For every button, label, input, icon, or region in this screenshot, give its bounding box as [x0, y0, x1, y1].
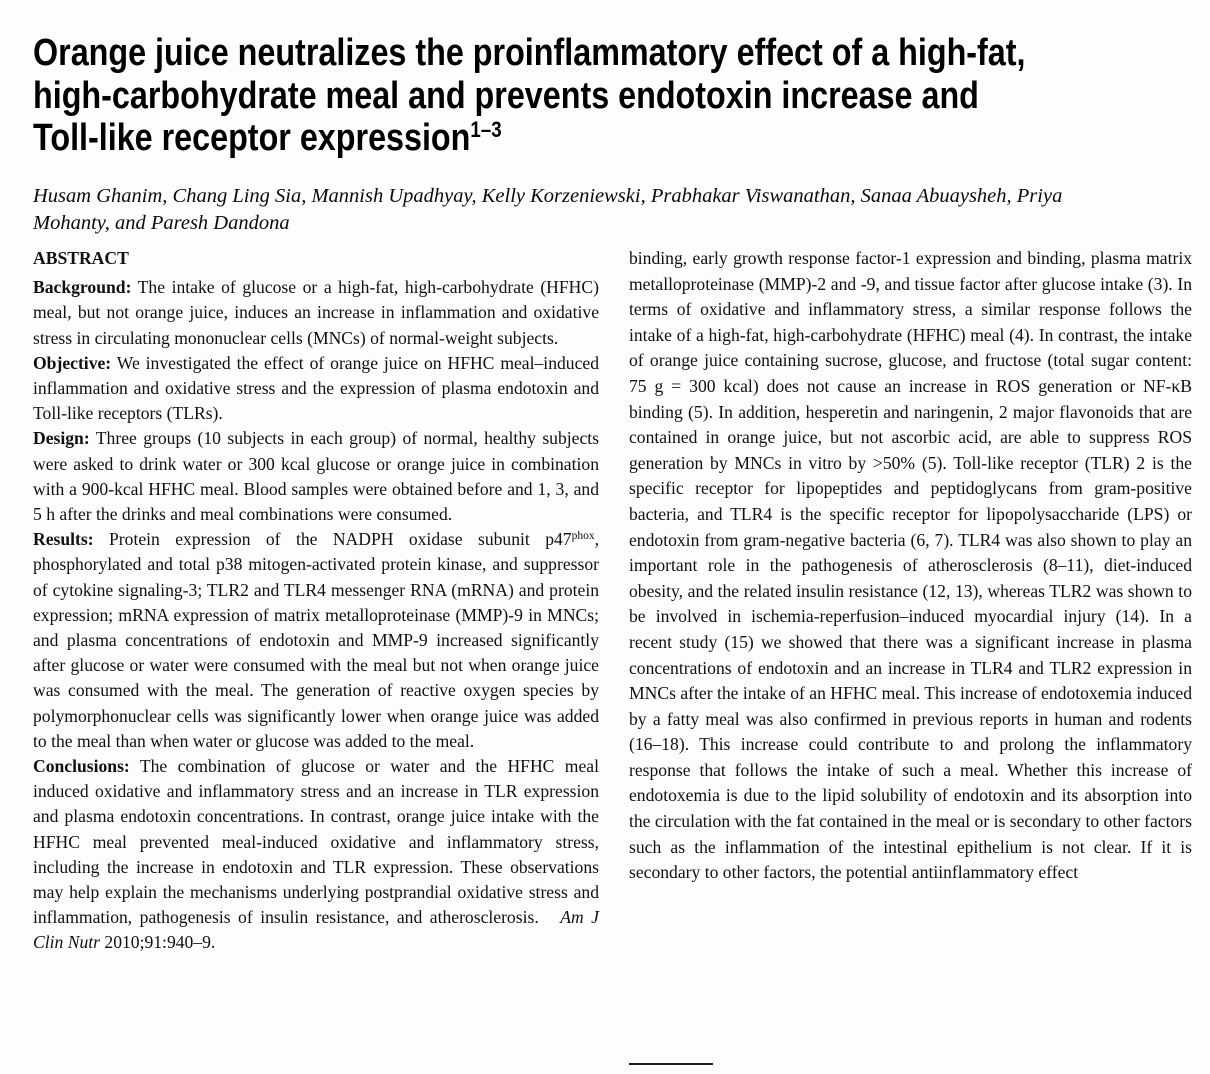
- abstract-citation-reference: 2010;91:940–9.: [104, 932, 216, 953]
- intro-column: [629, 246, 1192, 886]
- abstract-text-conclusions: The combination of glucose or water and the HFHC meal induced oxidative and inflammatory stress and an increase in TLR expression and plasma endotoxin concentrations. In contrast, orange juice intake with the HFHC meal prevented meal-induced oxidative and inflammatory stress, including the increase in endotoxin and TLR expression. These observations may help explain the mechanisms underlying postprandial oxidative stress and inflammation, pathogenesis of insulin resistance, and atherosclerosis.: [33, 756, 599, 928]
- title-line-1: Orange juice neutralizes the proinflammatory effect of a high-fat,: [33, 32, 1026, 75]
- abstract-heading: ABSTRACT: [33, 248, 129, 268]
- abstract-section-conclusions: [33, 754, 599, 956]
- abstract-text-results-pre: Protein expression of the NADPH oxidase subunit p47: [109, 529, 572, 550]
- abstract-citation-journal: Am J Clin Nutr: [33, 907, 599, 953]
- footnote-separator-rule: [629, 1063, 713, 1065]
- title-line-2: high-carbohydrate meal and prevents endotoxin increase and: [33, 74, 979, 117]
- abstract-text-results-post: , phosphorylated and total p38 mitogen-activated protein kinase, and suppressor of cytokine signaling-3; TLR2 and TLR4 messenger RNA (mRNA) and protein expression; mRNA expression of matrix metalloproteinase (MMP)-9 in MNCs; and plasma concentrations of endotoxin and MMP-9 increased significantly after glucose or water were consumed with the meal but not when orange juice was consumed with the meal. The generation of reactive oxygen species by polymorphonuclear cells was significantly lower when orange juice was added to the meal than when water or glucose was added to the meal.: [33, 529, 599, 751]
- abstract-label-conclusions: Conclusions:: [33, 756, 130, 777]
- abstract-text-objective: We investigated the effect of orange juice on HFHC meal–induced inflammation and oxidative stress and the expression of plasma endotoxin and Toll-like receptors (TLRs).: [33, 352, 599, 424]
- abstract-label-background: Background:: [33, 277, 132, 298]
- paper-authors: Husam Ghanim, Chang Ling Sia, Mannish Upadhyay, Kelly Korzeniewski, Prabhakar Viswanathan, Sanaa Abuaysheh, Priya Mohanty, and Paresh Dandona: [33, 184, 1063, 234]
- title-superscript: 1–3: [470, 117, 502, 143]
- abstract-section-objective: [33, 351, 599, 427]
- paper-title: [33, 32, 1026, 160]
- abstract-section-results: [33, 527, 599, 754]
- abstract-section-background: [33, 275, 599, 351]
- abstract-results-superscript: phox: [571, 530, 595, 543]
- abstract-label-design: Design:: [33, 428, 90, 449]
- abstract-label-objective: Objective:: [33, 352, 112, 373]
- intro-paragraph: binding, early growth response factor-1 expression and binding, plasma matrix metalloproteinase (MMP)-2 and -9, and tissue factor after glucose intake (3). In terms of oxidative and inflammatory stress, a similar response follows the intake of a high-fat, high-carbohydrate (HFHC) meal (4). In contrast, the intake of orange juice containing sucrose, glucose, and fructose (total sugar content: 75 g = 300 kcal) does not cause an increase in ROS generation or NF-κB binding (5). In addition, hesperetin and naringenin, 2 major flavonoids that are contained in orange juice, but not ascorbic acid, are able to suppress ROS generation by MNCs in vitro by >50% (5). Toll-like receptor (TLR) 2 is the specific receptor for lipopeptides and peptidoglycans from gram-positive bacteria, and TLR4 is the specific receptor for lipopolysaccharide (LPS) or endotoxin from gram-negative bacteria (6, 7). TLR4 was also shown to play an important role in the pathogenesis of atherosclerosis (8–11), diet-induced obesity, and the related insulin resistance (12, 13), whereas TLR2 was shown to be involved in ischemia-reperfusion–induced myocardial injury (14). In a recent study (15) we showed that there was a significant increase in plasma concentrations of endotoxin and an increase in TLR4 and TLR2 expression in MNCs after the intake of an HFHC meal. This increase of endotoxemia induced by a fatty meal was also confirmed in previous reports in human and rodents (16–18). This increase could contribute to and prolong the inflammatory response that follows the intake of such a meal. Whether this increase of endotoxemia is due to the lipid solubility of endotoxin and its absorption into the circulation with the fat contained in the meal or is secondary to other factors such as the inflammation of the intestinal epithelium is not clear. If it is secondary to other factors, the potential antiinflammatory effect: [629, 248, 1193, 883]
- abstract-label-results: Results:: [33, 529, 94, 550]
- title-line-3-text: Toll-like receptor expression: [33, 117, 471, 160]
- title-line-3: [33, 117, 1026, 160]
- abstract-column: [33, 246, 599, 956]
- abstract-text-design: Three groups (10 subjects in each group) of normal, healthy subjects were asked to drink water or 300 kcal glucose or orange juice in combination with a 900-kcal HFHC meal. Blood samples were obtained before and 1, 3, and 5 h after the drinks and meal combinations were consumed.: [33, 428, 599, 525]
- abstract-section-design: [33, 426, 599, 527]
- abstract-text-background: The intake of glucose or a high-fat, high-carbohydrate (HFHC) meal, but not orange juice, induces an increase in inflammation and oxidative stress in circulating mononuclear cells (MNCs) of normal-weight subjects.: [33, 277, 599, 348]
